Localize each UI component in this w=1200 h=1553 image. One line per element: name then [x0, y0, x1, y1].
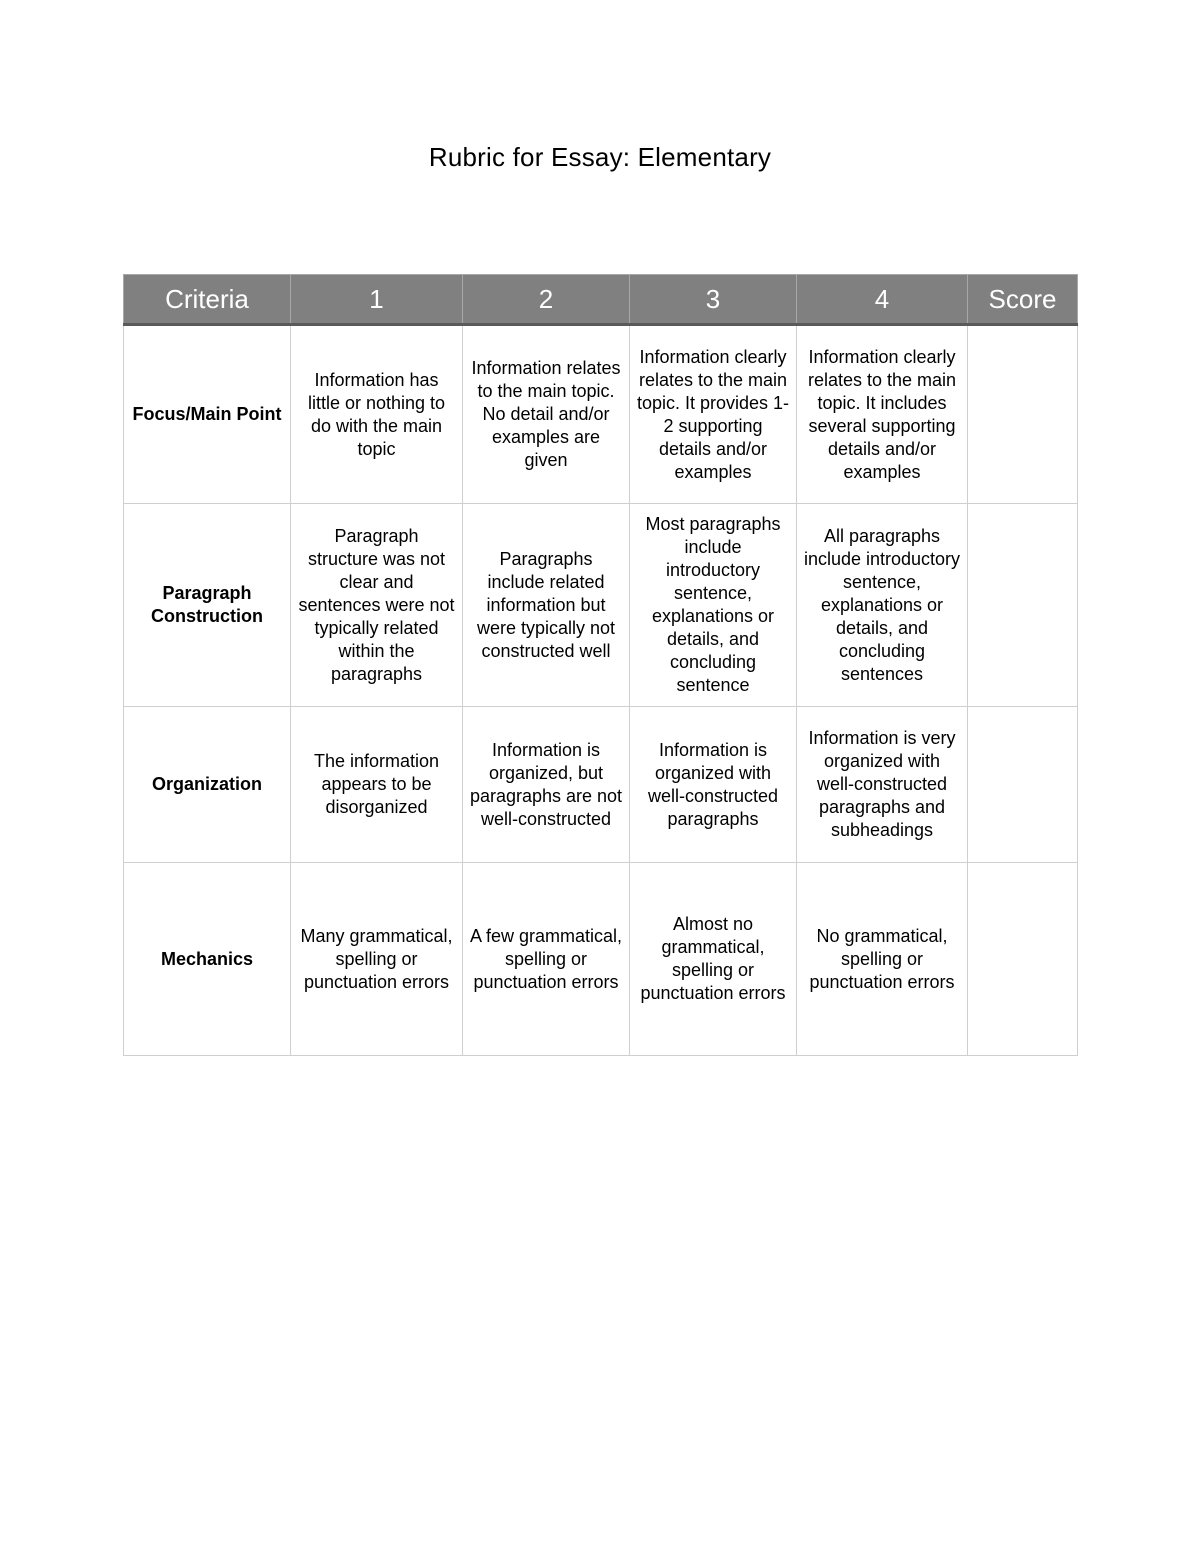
header-level-3: 3: [630, 275, 797, 325]
score-cell: [968, 325, 1078, 504]
header-level-1: 1: [291, 275, 463, 325]
criterion-cell: Mechanics: [124, 863, 291, 1056]
score-cell: [968, 863, 1078, 1056]
rubric-table: [123, 274, 1078, 1056]
level-3-cell: Information clearly relates to the main topic. It provides 1-2 supporting details and/or examples: [630, 325, 797, 504]
header-score: Score: [968, 275, 1078, 325]
table-row: [124, 504, 1078, 707]
table-row: [124, 863, 1078, 1056]
score-cell: [968, 504, 1078, 707]
header-row: [124, 275, 1078, 325]
level-3-cell: Information is organized with well-constructed paragraphs: [630, 707, 797, 863]
level-2-cell: A few grammatical, spelling or punctuation errors: [463, 863, 630, 1056]
score-cell: [968, 707, 1078, 863]
table-row: [124, 707, 1078, 863]
level-1-cell: Many grammatical, spelling or punctuation errors: [291, 863, 463, 1056]
level-4-cell: Information clearly relates to the main topic. It includes several supporting details and/or examples: [797, 325, 968, 504]
header-level-2: 2: [463, 275, 630, 325]
level-2-cell: Information is organized, but paragraphs are not well-constructed: [463, 707, 630, 863]
level-4-cell: All paragraphs include introductory sentence, explanations or details, and concluding sentences: [797, 504, 968, 707]
level-1-cell: The information appears to be disorganized: [291, 707, 463, 863]
header-criteria: Criteria: [124, 275, 291, 325]
header-level-4: 4: [797, 275, 968, 325]
criterion-cell: Focus/Main Point: [124, 325, 291, 504]
level-4-cell: Information is very organized with well-constructed paragraphs and subheadings: [797, 707, 968, 863]
criterion-cell: Organization: [124, 707, 291, 863]
level-1-cell: Paragraph structure was not clear and sentences were not typically related within the paragraphs: [291, 504, 463, 707]
level-3-cell: Most paragraphs include introductory sentence, explanations or details, and concluding sentence: [630, 504, 797, 707]
criterion-cell: Paragraph Construction: [124, 504, 291, 707]
level-2-cell: Paragraphs include related information but were typically not constructed well: [463, 504, 630, 707]
table-row: [124, 325, 1078, 504]
level-2-cell: Information relates to the main topic. No detail and/or examples are given: [463, 325, 630, 504]
level-1-cell: Information has little or nothing to do with the main topic: [291, 325, 463, 504]
level-3-cell: Almost no grammatical, spelling or punctuation errors: [630, 863, 797, 1056]
document-title: Rubric for Essay: Elementary: [428, 142, 772, 172]
level-4-cell: No grammatical, spelling or punctuation errors: [797, 863, 968, 1056]
